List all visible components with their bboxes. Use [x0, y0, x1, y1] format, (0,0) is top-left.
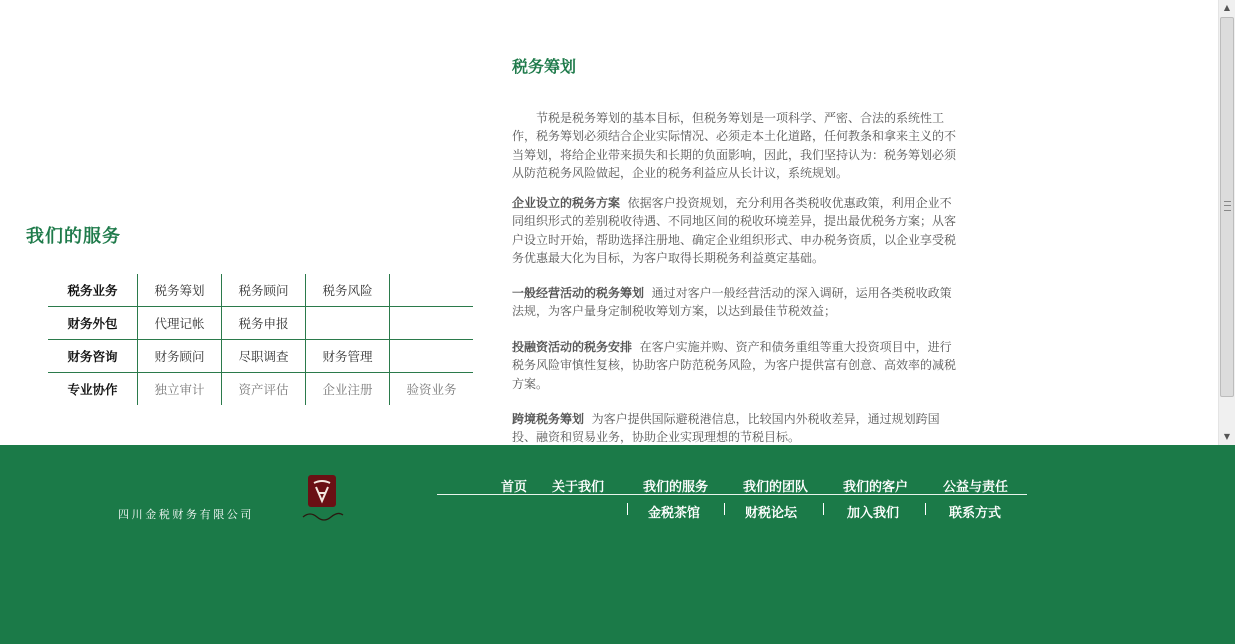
service-link[interactable]: 税务顾问	[222, 274, 306, 307]
service-link[interactable]: 税务风险	[306, 274, 390, 307]
service-cell-empty	[390, 340, 474, 373]
service-link[interactable]: 资产评估	[222, 373, 306, 406]
service-category[interactable]: 财务咨询	[48, 340, 138, 373]
nav-separator	[627, 503, 628, 515]
nav-team[interactable]: 我们的团队	[743, 480, 809, 495]
article-section	[512, 284, 962, 321]
services-row	[48, 373, 473, 406]
service-link[interactable]: 企业注册	[306, 373, 390, 406]
grip-icon	[1224, 201, 1231, 211]
service-category[interactable]: 专业协作	[67, 382, 118, 397]
section-text: 通过对客户一般经营活动的深入调研，运用各类税收政策法规，为客户量身定制税收筹划方案，以达到最佳节税效益；	[512, 286, 952, 319]
section-text: 为客户提供国际避税港信息，比较国内外税收差异，通过规划跨国投、融资和贸易业务，协助企业实现理想的节税目标。	[512, 412, 940, 445]
vertical-scrollbar[interactable]	[1218, 0, 1235, 445]
services-row	[48, 307, 473, 340]
nav-join[interactable]: 加入我们	[847, 506, 900, 521]
service-link[interactable]: 税务筹划	[138, 274, 222, 307]
nav-contact[interactable]: 联系方式	[949, 506, 1002, 521]
article-title: 税务筹划	[512, 57, 577, 76]
service-link[interactable]: 验资业务	[390, 373, 474, 406]
nav-home[interactable]: 首页	[501, 480, 528, 495]
arrow-down-icon[interactable]: ▼	[1223, 432, 1231, 441]
article-section	[512, 194, 962, 267]
nav-forum[interactable]: 财税论坛	[745, 506, 798, 521]
service-cell-empty	[390, 274, 474, 307]
company-name: 四川金税财务有限公司	[118, 508, 254, 521]
service-link[interactable]: 税务申报	[222, 307, 306, 340]
scrollbar-thumb[interactable]	[1220, 17, 1234, 397]
section-heading: 跨境税务筹划	[512, 412, 585, 426]
service-link[interactable]: 财务顾问	[138, 340, 222, 373]
article-intro: 节税是税务筹划的基本目标，但税务筹划是一项科学、严密、合法的系统性工作，税务筹划必须结合企业实际情况、必须走本土化道路，任何教条和拿来主义的不当筹划，将给企业带来损失和长期的负面影响，因此，我们坚持认为：税务筹划必须从防范税务风险做起，企业的税务利益应从长计议，系统规划。	[512, 111, 957, 180]
service-category[interactable]: 财务外包	[48, 307, 138, 340]
services-table	[48, 274, 473, 405]
nav-charity[interactable]: 公益与责任	[943, 480, 1009, 495]
section-heading: 投融资活动的税务安排	[512, 340, 633, 354]
service-link[interactable]: 独立审计	[138, 373, 222, 406]
service-link[interactable]: 尽职调查	[222, 340, 306, 373]
services-title: 我们的服务	[26, 226, 121, 247]
nav-about[interactable]: 关于我们	[552, 480, 605, 495]
footer	[0, 445, 1235, 644]
service-category[interactable]: 税务业务	[48, 274, 138, 307]
nav-tea-house[interactable]: 金税茶馆	[648, 506, 701, 521]
seal-logo-icon[interactable]	[300, 473, 346, 523]
section-text: 依据客户投资规划，充分利用各类税收优惠政策，利用企业不同组织形式的差别税收待遇、不同地区间的税收环境差异，提出最优税务方案；从客户设立时开始，帮助选择注册地、确定企业组织形式、申办税务资质，以企业享受税务优惠最大化为目标，为客户取得长期税务利益奠定基础。	[512, 196, 957, 265]
services-row	[48, 340, 473, 373]
service-cell-empty	[306, 307, 390, 340]
nav-separator	[823, 503, 824, 515]
nav-clients[interactable]: 我们的客户	[843, 480, 909, 495]
service-link[interactable]: 财务管理	[306, 340, 390, 373]
article-section	[512, 410, 962, 445]
section-text: 在客户实施并购、资产和债务重组等重大投资项目中，进行税务风险审慎性复核，协助客户防范税务风险，为客户提供富有创意、高效率的减税方案。	[512, 340, 957, 391]
section-heading: 一般经营活动的税务筹划	[512, 286, 645, 300]
section-heading: 企业设立的税务方案	[512, 196, 621, 210]
arrow-up-icon[interactable]: ▲	[1223, 3, 1231, 12]
nav-services[interactable]: 我们的服务	[643, 480, 709, 495]
services-row	[48, 274, 473, 307]
nav-separator	[925, 503, 926, 515]
nav-separator	[724, 503, 725, 515]
service-link[interactable]: 代理记帐	[138, 307, 222, 340]
service-cell-empty	[390, 307, 474, 340]
article-section	[512, 338, 962, 393]
